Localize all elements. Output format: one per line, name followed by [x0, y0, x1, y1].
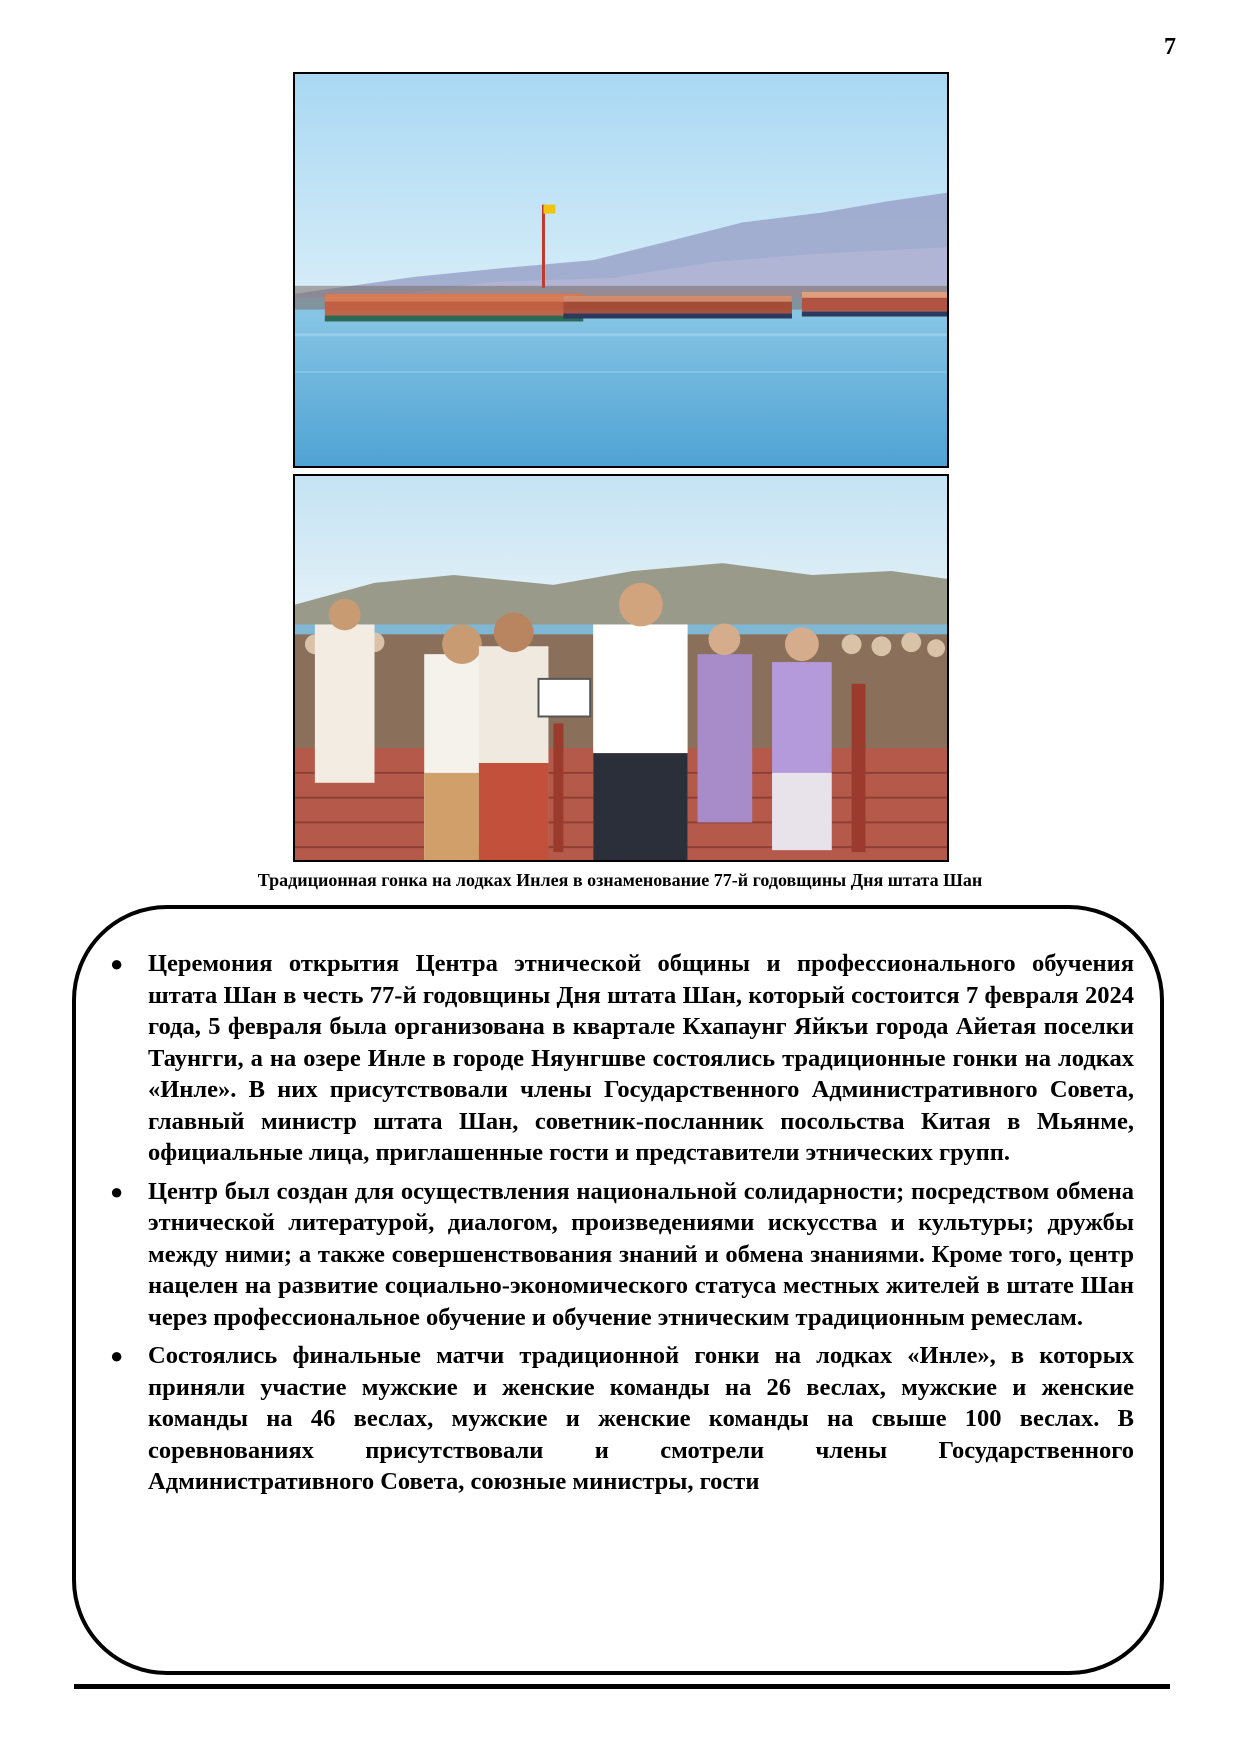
boat-race-photo — [293, 72, 949, 468]
bullet-text: Центр был создан для осуществления национальной солидарности; посредством обмена этнической литературой, диалогом, произведениями искусства и культуры; дружбы между ними; а также совершенствования знаний и обмена знаниями. Кроме того, центр нацелен на развитие социально-экономического статуса местных жителей в штате Шан через профессиональное обучение и обучение этническим традиционным ремеслам. — [148, 1177, 1134, 1331]
bullet-icon: ● — [110, 1178, 124, 1204]
bullet-item — [108, 1176, 1134, 1334]
bullet-item — [108, 1340, 1134, 1498]
award-ceremony-photo — [293, 474, 949, 862]
bottom-rule — [74, 1684, 1170, 1689]
boat-race-photo-image — [295, 74, 947, 466]
bullet-text: Церемония открытия Центра этнической общины и профессионального обучения штата Шан в честь 77-й годовщины Дня штата Шан, который состоится 7 февраля 2024 года, 5 февраля была организована в квартале Кхапаунг Яйкъи города Айетая поселки Таунгги, а на озере Инле в городе Няунгшве состоялись традиционные гонки на лодках «Инле». В них присутствовали члены Государственного Административного Совета, главный министр штата Шан, советник-посланник посольства Китая в Мьянме, официальные лица, приглашенные гости и представители этнических групп. — [148, 950, 1134, 1166]
photo-caption: Традиционная гонка на лодках Инлея в ознаменование 77-й годовщины Дня штата Шан — [257, 870, 983, 890]
bullet-icon: ● — [110, 1343, 124, 1368]
bullet-text: Состоялись финальные матчи традиционной гонки на лодках «Инле», в которых приняли участие мужские и женские команды на 26 веслах, мужские и женские команды на 46 веслах, мужские и женские команды на свыше 100 веслах. В соревнованиях присутствовали и смотрели члены Государственного Административного Совета, союзные министры, гости — [148, 1342, 1134, 1495]
bullet-icon: ● — [110, 951, 124, 976]
page-number: 7 — [1164, 34, 1176, 60]
bullet-item — [108, 948, 1134, 1169]
bullet-list — [108, 948, 1134, 1505]
award-ceremony-photo-image — [295, 476, 947, 860]
